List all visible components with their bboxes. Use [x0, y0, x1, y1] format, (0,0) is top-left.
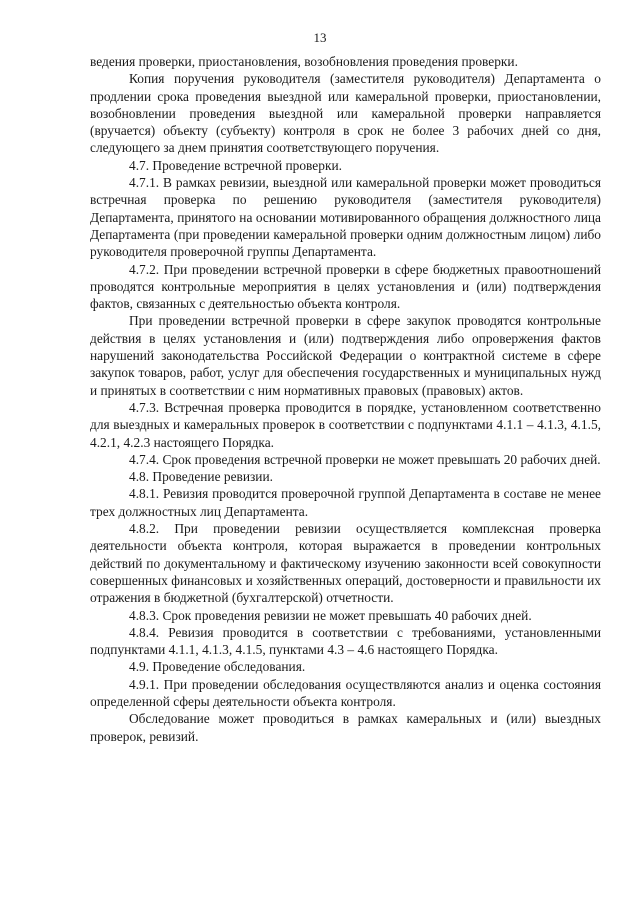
paragraph-order-copy: Копия поручения руководителя (заместителя руководителя) Департамента о продлении срока проведения выездной или камеральной проверки, приостановлении, возобновлении проведения выездной или камеральной проверки направляется (вручается) объекту (субъекту) контроля в срок не более 3 рабочих дней со дня, следующего за днем принятия соответствующего поручения.: [90, 71, 601, 156]
section-heading-4-7: 4.7. Проведение встречной проверки.: [129, 157, 342, 173]
paragraph-4-8-4: 4.8.4. Ревизия проводится в соответствии с требованиями, установленными подпунктами 4.1.1, 4.1.3, 4.1.5, пунктами 4.3 – 4.6 настоящего Порядка.: [90, 624, 601, 658]
paragraph-4-7-1: 4.7.1. В рамках ревизии, выездной или камеральной проверки может проводиться встречная проверка по решению руководителя (заместителя руководителя) Департамента, принятого на основании мотивированного обращения должностного лица Департамента (при проведении камеральной проверки одним должностным лицом) либо руководителя проверочной группы Департамента.: [90, 175, 601, 260]
paragraph-survey: Обследование может проводиться в рамках камеральных и (или) выездных проверок, ревизий.: [90, 711, 601, 744]
page-number: 13: [313, 30, 327, 45]
paragraph-4-7-4: 4.7.4. Срок проведения встречной проверки не может превышать 20 рабочих дней.: [129, 451, 601, 467]
paragraph-4-7-2: 4.7.2. При проведении встречной проверки в сфере бюджетных правоотношений проводятся контрольные мероприятия в целях установления и (или) подтверждения фактов, связанных с деятельностью объекта контроля.: [90, 261, 601, 312]
paragraph-4-8-1: 4.8.1. Ревизия проводится проверочной группой Департамента в составе не менее трех должностных лиц Департамента.: [90, 486, 601, 519]
paragraph-4-8-2: 4.8.2. При проведении ревизии осуществляется комплексная проверка деятельности объекта контроля, которая выражается в проведении контрольных действий по документальному и фактическому изучению законности всей совокупности совершенных финансовых и хозяйственных операций, достоверности и правильности их отражения в бюджетной (бухгалтерской) отчетности.: [90, 521, 601, 606]
document-body: [90, 53, 601, 745]
section-heading-4-9: 4.9. Проведение обследования.: [129, 659, 306, 675]
paragraph-4-8-3: 4.8.3. Срок проведения ревизии не может превышать 40 рабочих дней.: [129, 607, 532, 623]
section-heading-4-8: 4.8. Проведение ревизии.: [129, 469, 273, 485]
paragraph-procurement-check: При проведении встречной проверки в сфере закупок проводятся контрольные действия в целях установления и (или) подтверждения либо опровержения фактов нарушений законодательства Российской Федерации о контрактной системе в сфере закупок товаров, работ, услуг для обеспечения государственных и муниципальных нужд и принятых в соответствии с ним нормативных правовых (правовых) актов.: [90, 313, 601, 398]
paragraph-4-9-1: 4.9.1. При проведении обследования осуществляются анализ и оценка состояния определенной сферы деятельности объекта контроля.: [90, 676, 601, 709]
paragraph-4-7-3: 4.7.3. Встречная проверка проводится в порядке, установленном соответственно для выездных и камеральных проверок в соответствии с подпунктами 4.1.1 – 4.1.3, 4.1.5, 4.2.1, 4.2.3 настоящего Порядка.: [90, 399, 601, 450]
paragraph-continuation: ведения проверки, приостановления, возобновления проведения проверки.: [90, 54, 518, 69]
